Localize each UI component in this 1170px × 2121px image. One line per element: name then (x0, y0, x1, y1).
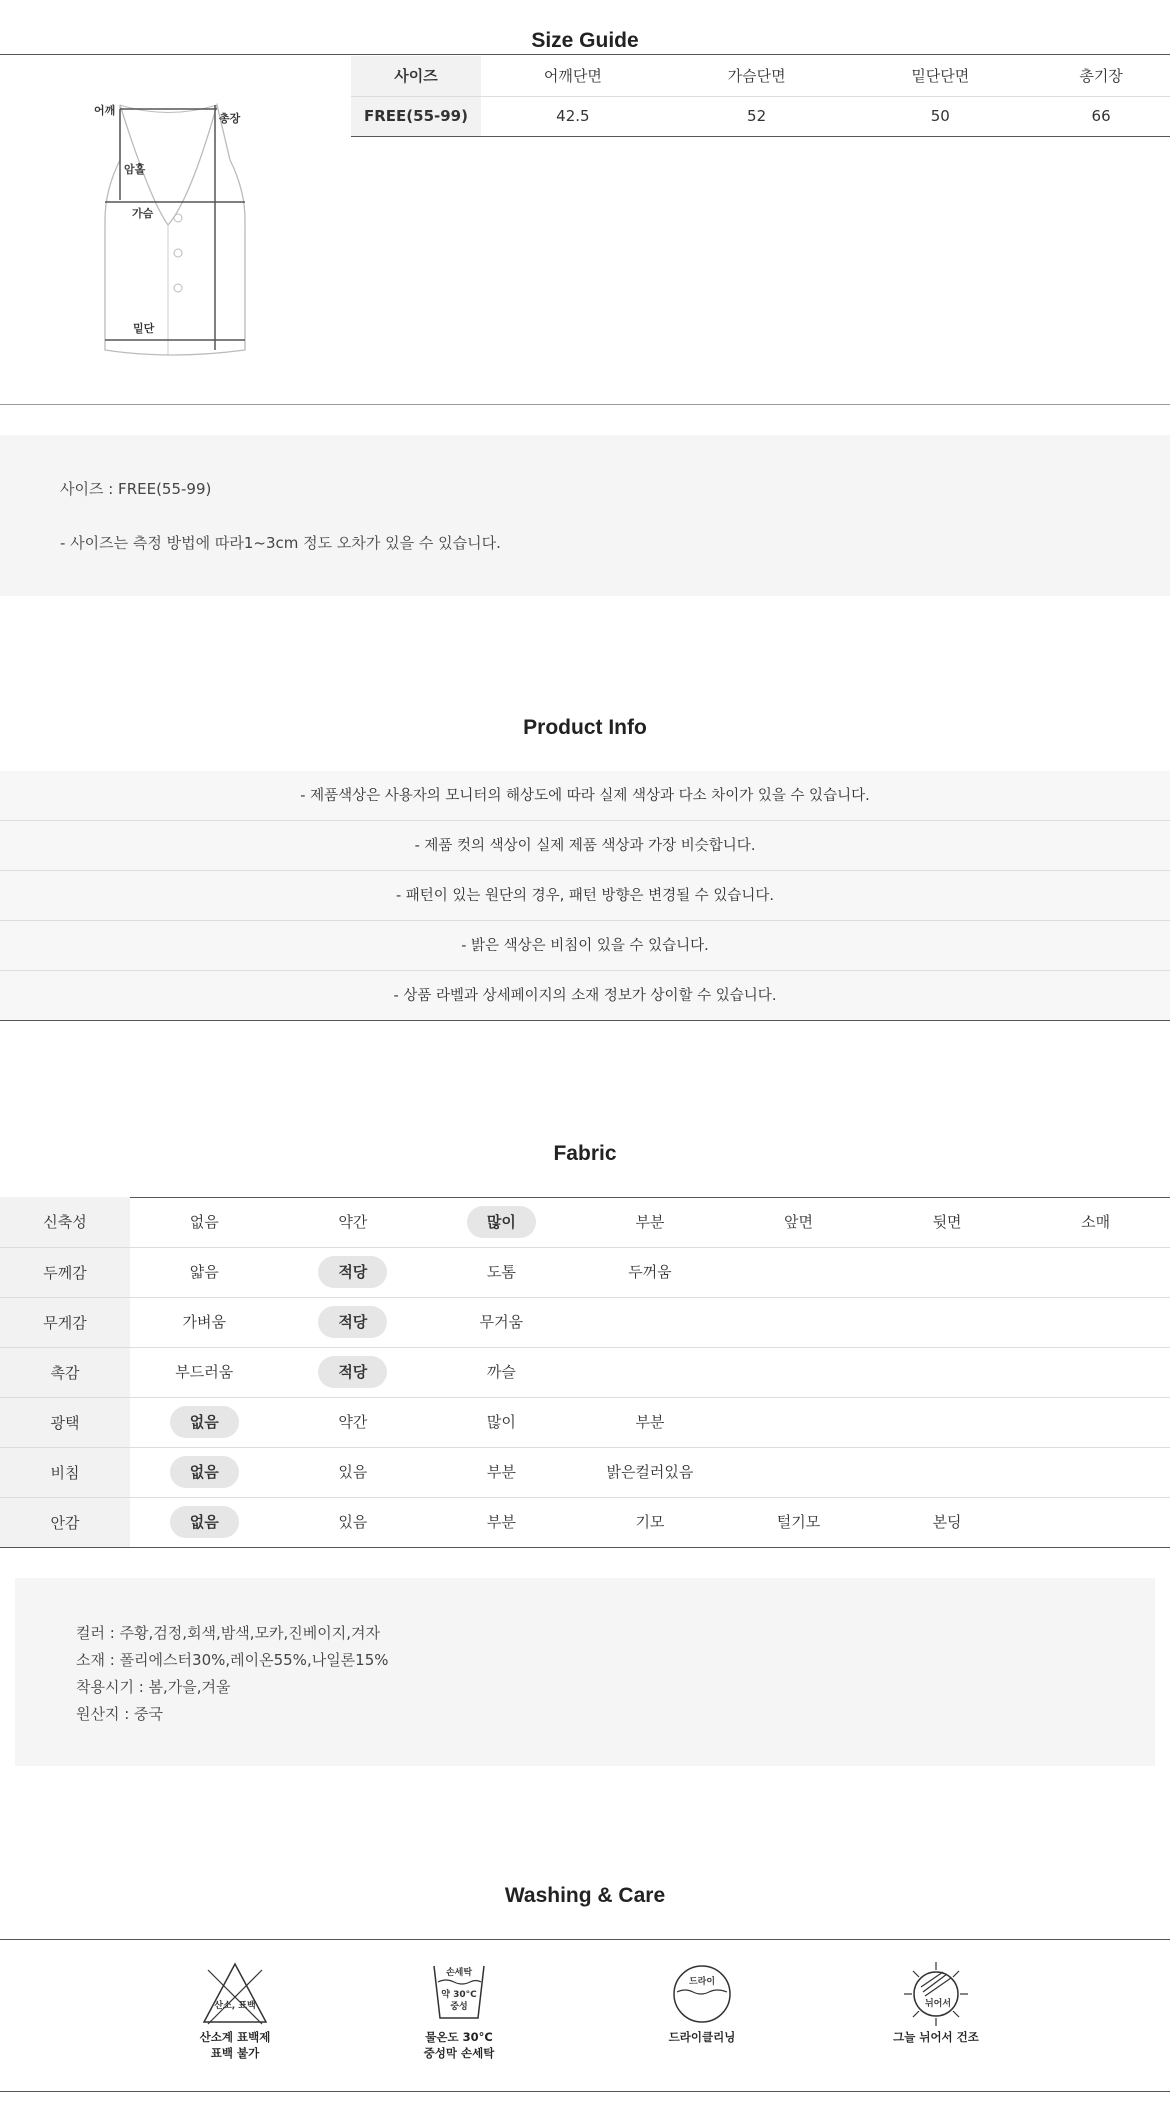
fabric-option-cell (427, 1397, 576, 1447)
fabric-option: 뒷면 (932, 1212, 962, 1231)
fabric-option: 얇음 (189, 1263, 219, 1281)
svg-text:드라이: 드라이 (688, 1977, 716, 1987)
fabric-option (1076, 1404, 1116, 1436)
fabric-option (1076, 1254, 1116, 1286)
care-label: 드라이클리닝 (668, 2030, 736, 2044)
fabric-option (1076, 1504, 1116, 1536)
fabric-option: 소매 (1081, 1212, 1111, 1231)
fabric-option-cell (279, 1297, 428, 1347)
fabric-option (779, 1354, 819, 1386)
product-info-title: Product Info (523, 716, 647, 739)
fabric-row-label: 안감 (0, 1497, 130, 1547)
fabric-option-cell (873, 1197, 1022, 1247)
fabric-option-cell (576, 1447, 725, 1497)
size-table-cell: FREE(55-99) (351, 96, 481, 136)
size-table-cell: 42.5 (481, 96, 665, 136)
care-item-no-bleach (155, 1960, 315, 2060)
fabric-row (0, 1297, 1170, 1347)
size-table-header-row (351, 56, 1170, 96)
size-table-row (351, 96, 1170, 136)
fabric-option-cell (130, 1247, 279, 1297)
fabric-row (0, 1247, 1170, 1297)
fabric-row (0, 1497, 1170, 1547)
fabric-option-cell (724, 1497, 873, 1547)
no-bleach-icon (200, 1960, 270, 2028)
fabric-option-cell (576, 1397, 725, 1447)
hand-wash-30-icon (424, 1960, 494, 2028)
fabric-option (630, 1304, 670, 1336)
fabric-option: 약간 (338, 1212, 368, 1231)
fabric-option-cell (724, 1447, 873, 1497)
fabric-option-cell (873, 1297, 1022, 1347)
vest-size-diagram (60, 60, 310, 380)
care-item-hand-wash (379, 1960, 539, 2060)
fabric-option: 있음 (338, 1513, 368, 1531)
shade-flat-dry-icon (901, 1960, 971, 2028)
svg-text:약 30°C: 약 30°C (441, 1990, 477, 2000)
fabric-option (779, 1404, 819, 1436)
fabric-option-selected: 적당 (318, 1306, 387, 1338)
fabric-option: 털기모 (776, 1513, 821, 1531)
svg-text:손세탁: 손세탁 (445, 1968, 473, 1978)
fabric-option-cell (724, 1247, 873, 1297)
fabric-option (927, 1454, 967, 1486)
size-guide-top-rule (0, 54, 1170, 55)
fabric-title: Fabric (553, 1142, 617, 1165)
fabric-table (0, 1197, 1170, 1548)
fabric-row (0, 1447, 1170, 1497)
fabric-option: 부드러움 (175, 1363, 234, 1381)
fabric-option-cell (279, 1197, 428, 1247)
care-item-shade-dry (856, 1960, 1016, 2044)
svg-text:산소, 표백: 산소, 표백 (214, 2001, 256, 2011)
fabric-row-label: 무게감 (0, 1297, 130, 1347)
fabric-option-cell (724, 1297, 873, 1347)
fabric-option (927, 1404, 967, 1436)
fabric-option-cell (279, 1497, 428, 1547)
fabric-option: 무거움 (479, 1313, 524, 1331)
fabric-option-cell (427, 1247, 576, 1297)
size-table-header: 밑단단면 (848, 56, 1032, 96)
diagram-label-chest: 가슴 (132, 207, 154, 220)
fabric-row (0, 1347, 1170, 1397)
fabric-option-cell (873, 1497, 1022, 1547)
fabric-option-cell (1021, 1397, 1170, 1447)
fabric-option: 없음 (189, 1212, 219, 1231)
fabric-option: 기모 (635, 1513, 665, 1531)
fabric-row-label: 촉감 (0, 1347, 130, 1397)
fabric-row-label: 광택 (0, 1397, 130, 1447)
washing-top-rule (0, 1939, 1170, 1940)
fabric-option: 부분 (635, 1212, 665, 1231)
fabric-option-selected: 없음 (170, 1456, 239, 1488)
fabric-option-cell (427, 1347, 576, 1397)
size-table-cell: 52 (665, 96, 849, 136)
fabric-option (927, 1304, 967, 1336)
dry-clean-icon (667, 1960, 737, 2028)
fabric-row (0, 1197, 1170, 1247)
size-table-header: 사이즈 (351, 56, 481, 96)
product-info-line: - 제품 컷의 색상이 실제 제품 색상과 가장 비슷합니다. (0, 821, 1170, 871)
fabric-option: 도톰 (486, 1263, 516, 1281)
fabric-option-selected: 없음 (170, 1406, 239, 1438)
fabric-option-cell (279, 1397, 428, 1447)
product-info-line: - 제품색상은 사용자의 모니터의 해상도에 따라 실제 색상과 다소 차이가 있을 수 있습니다. (0, 771, 1170, 821)
fabric-option (1076, 1454, 1116, 1486)
fabric-option (927, 1254, 967, 1286)
fabric-option-cell (873, 1447, 1022, 1497)
care-label: 산소계 표백제 (199, 2030, 271, 2044)
diagram-label-length: 총장 (219, 112, 241, 125)
diagram-label-armhole: 암홀 (124, 163, 146, 176)
fabric-option-selected: 적당 (318, 1256, 387, 1288)
product-info-line: - 패턴이 있는 원단의 경우, 패턴 방향은 변경될 수 있습니다. (0, 871, 1170, 921)
size-table-cell: 50 (848, 96, 1032, 136)
size-notes-box (0, 435, 1170, 596)
fabric-option-selected: 많이 (467, 1206, 536, 1238)
size-table (351, 56, 1170, 137)
size-tolerance-note: - 사이즈는 측정 방법에 따라1~3cm 정도 오차가 있을 수 있습니다. (60, 534, 501, 552)
care-item-dry-clean (622, 1960, 782, 2044)
detail-color: 컬러 : 주황,검정,회색,밤색,모카,진베이지,겨자 (76, 1624, 381, 1642)
fabric-option-cell (873, 1397, 1022, 1447)
svg-text:중성: 중성 (450, 2002, 468, 2012)
fabric-option-cell (279, 1247, 428, 1297)
fabric-option (927, 1354, 967, 1386)
washing-title: Washing & Care (504, 1884, 666, 1907)
detail-material: 소재 : 폴리에스터30%,레이온55%,나일론15% (76, 1651, 389, 1669)
fabric-option-cell (1021, 1347, 1170, 1397)
svg-text:뉘어서: 뉘어서 (924, 1999, 952, 2009)
care-label: 중성막 손세탁 (423, 2046, 495, 2060)
fabric-option-cell (130, 1347, 279, 1397)
care-label: 그늘 뉘어서 건조 (893, 2030, 979, 2044)
fabric-option-cell (427, 1447, 576, 1497)
fabric-option-cell (576, 1497, 725, 1547)
fabric-details-box (15, 1578, 1155, 1766)
fabric-row-label: 신축성 (0, 1197, 130, 1247)
size-note: 사이즈 : FREE(55-99) (60, 480, 212, 498)
fabric-option (1076, 1304, 1116, 1336)
fabric-option-cell (576, 1247, 725, 1297)
fabric-option-cell (427, 1497, 576, 1547)
fabric-option-cell (576, 1297, 725, 1347)
fabric-option-cell (1021, 1247, 1170, 1297)
fabric-option: 부분 (635, 1413, 665, 1431)
fabric-option-cell (724, 1397, 873, 1447)
fabric-option (1076, 1354, 1116, 1386)
size-table-header: 어깨단면 (481, 56, 665, 96)
fabric-option-cell (576, 1197, 725, 1247)
fabric-option-cell (427, 1197, 576, 1247)
product-info-list (0, 771, 1170, 1021)
fabric-option-cell (1021, 1297, 1170, 1347)
fabric-option: 두꺼움 (628, 1263, 672, 1281)
fabric-option: 부분 (486, 1513, 516, 1531)
product-info-line: - 밝은 색상은 비침이 있을 수 있습니다. (0, 921, 1170, 971)
fabric-row-label: 두께감 (0, 1247, 130, 1297)
size-table-header: 가슴단면 (665, 56, 849, 96)
fabric-option-cell (1021, 1497, 1170, 1547)
fabric-option-cell (873, 1347, 1022, 1397)
fabric-option-cell (427, 1297, 576, 1347)
fabric-option-selected: 없음 (170, 1506, 239, 1538)
fabric-option: 까슬 (486, 1363, 516, 1381)
fabric-option-cell (724, 1347, 873, 1397)
size-table-header: 총기장 (1032, 56, 1170, 96)
diagram-label-shoulder: 어깨 (94, 104, 116, 117)
fabric-option: 가벼움 (182, 1313, 226, 1331)
fabric-option-cell (1021, 1447, 1170, 1497)
fabric-option: 부분 (486, 1463, 516, 1481)
fabric-option-selected: 적당 (318, 1356, 387, 1388)
fabric-option (779, 1254, 819, 1286)
fabric-option: 본딩 (932, 1513, 962, 1531)
washing-bottom-rule (0, 2091, 1170, 2092)
fabric-option: 많이 (486, 1413, 516, 1431)
fabric-option-cell (130, 1447, 279, 1497)
fabric-row-label: 비침 (0, 1447, 130, 1497)
size-guide-title: Size Guide (531, 29, 639, 52)
product-info-line: - 상품 라벨과 상세페이지의 소재 정보가 상이할 수 있습니다. (0, 971, 1170, 1021)
fabric-option (779, 1304, 819, 1336)
fabric-option-cell (130, 1497, 279, 1547)
size-table-cell: 66 (1032, 96, 1170, 136)
fabric-option: 있음 (338, 1463, 368, 1481)
care-label: 물온도 30°C (425, 2030, 493, 2044)
fabric-option-cell (724, 1197, 873, 1247)
fabric-option-cell (873, 1247, 1022, 1297)
fabric-option (779, 1454, 819, 1486)
diagram-label-hem: 밑단 (133, 322, 155, 335)
care-label: 표백 불가 (210, 2046, 260, 2060)
detail-origin: 원산지 : 중국 (76, 1705, 164, 1723)
fabric-option-cell (576, 1347, 725, 1397)
fabric-option: 약간 (338, 1413, 368, 1431)
fabric-option: 앞면 (784, 1212, 813, 1231)
fabric-option-cell (130, 1297, 279, 1347)
fabric-row (0, 1397, 1170, 1447)
fabric-option (630, 1354, 670, 1386)
fabric-option-cell (1021, 1197, 1170, 1247)
size-guide-bottom-rule (0, 404, 1170, 405)
detail-season: 착용시기 : 봄,가을,겨울 (76, 1678, 231, 1696)
fabric-option-cell (130, 1197, 279, 1247)
fabric-option-cell (130, 1397, 279, 1447)
fabric-option: 밝은컬러있음 (606, 1463, 694, 1481)
fabric-option-cell (279, 1447, 428, 1497)
fabric-option-cell (279, 1347, 428, 1397)
